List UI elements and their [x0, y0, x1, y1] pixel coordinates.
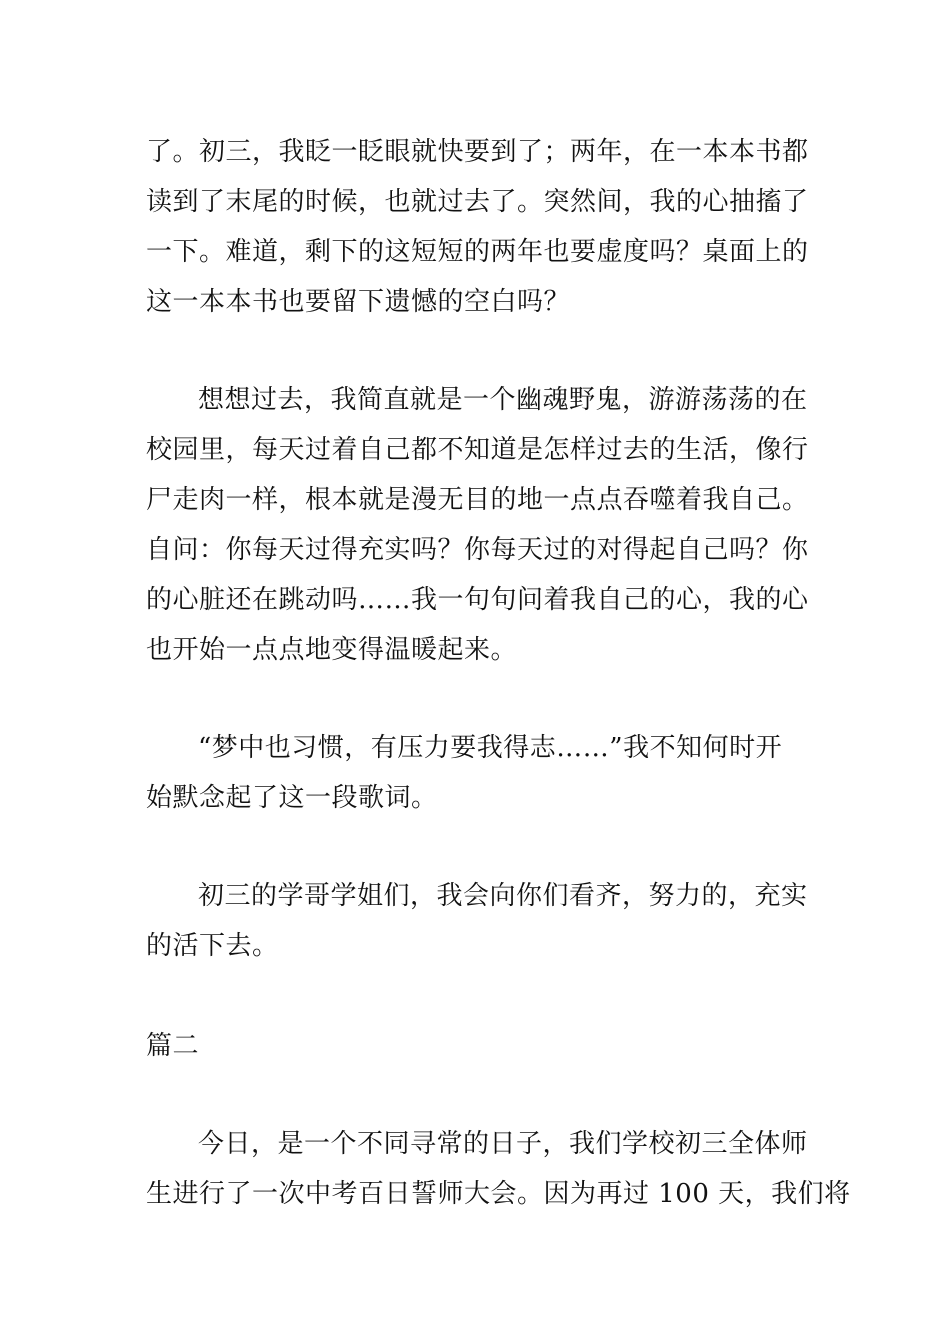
paragraph-2-line-5: 的心脏还在跳动吗……我一句句问着我自己的心，我的心	[146, 585, 809, 615]
paragraph-2-line-1: 想想过去，我简直就是一个幽魂野鬼，游游荡荡的在	[198, 385, 808, 415]
paragraph-2-line-6: 也开始一点点地变得温暖起来。	[146, 635, 518, 665]
paragraph-3-line-1: “梦中也习惯，有压力要我得志……”我不知何时开	[198, 733, 783, 763]
paragraph-2-line-4: 自问：你每天过得充实吗？你每天过的对得起自己吗？你	[146, 535, 809, 565]
paragraph-2-line-2: 校园里，每天过着自己都不知道是怎样过去的生活，像行	[146, 435, 809, 465]
paragraph-4-line-1: 初三的学哥学姐们，我会向你们看齐，努力的，充实	[198, 881, 808, 911]
paragraph-1-line-2: 读到了末尾的时候，也就过去了。突然间，我的心抽搐了	[146, 187, 809, 217]
paragraph-6-line-1: 今日，是一个不同寻常的日子，我们学校初三全体师	[198, 1129, 808, 1159]
paragraph-6-line-2: 生进行了一次中考百日誓师大会。因为再过 100 天，我们将	[146, 1179, 851, 1209]
paragraph-3-line-2: 始默念起了这一段歌词。	[146, 783, 438, 813]
paragraph-1-line-1: 了。初三，我眨一眨眼就快要到了；两年，在一本本书都	[146, 137, 809, 167]
section-heading: 篇二	[146, 1031, 200, 1061]
paragraph-4-line-2: 的活下去。	[146, 931, 279, 961]
paragraph-1-line-3: 一下。难道，剩下的这短短的两年也要虚度吗？桌面上的	[146, 237, 809, 267]
paragraph-1-line-4: 这一本本书也要留下遗憾的空白吗？	[146, 287, 571, 317]
paragraph-2-line-3: 尸走肉一样，根本就是漫无目的地一点点吞噬着我自己。	[146, 485, 809, 515]
